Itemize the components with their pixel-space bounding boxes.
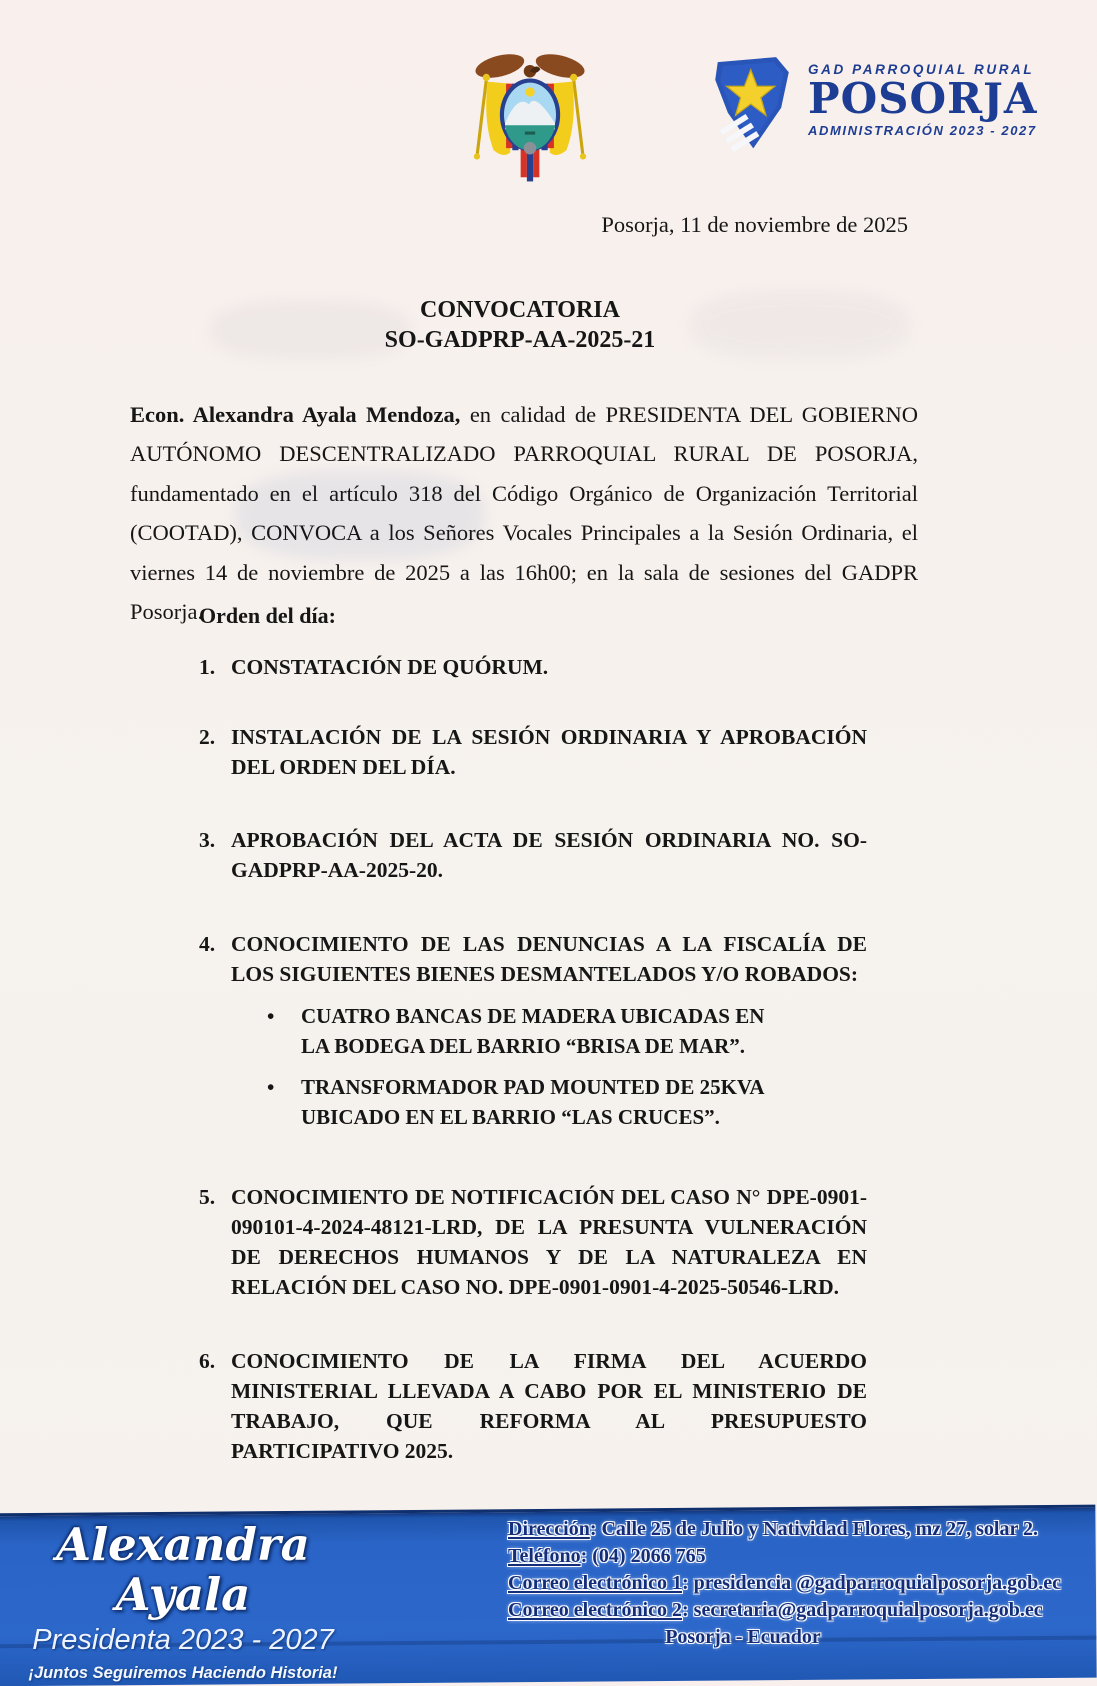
contact-label: Correo electrónico 1 (508, 1572, 682, 1594)
agenda-item-text: INSTALACIÓN DE LA SESIÓN ORDINARIA Y APROBACIÓN DEL ORDEN DEL DÍA. (231, 725, 867, 779)
contact-location: Posorja - Ecuador (665, 1626, 821, 1648)
agenda-heading: Orden del día: (199, 603, 336, 628)
letter-title: CONVOCATORIA (420, 297, 620, 323)
agenda-item-number: 4. (199, 932, 216, 956)
contact-line-correo-1 (508, 1570, 1068, 1597)
contact-block (508, 1516, 1068, 1651)
agenda-item-number: 1. (199, 655, 216, 679)
signature-block (18, 1520, 348, 1683)
contact-line-correo-2 (508, 1597, 1068, 1624)
agenda-item-text: CONOCIMIENTO DE LAS DENUNCIAS A LA FISCALÍA DE LOS SIGUIENTES BIENES DESMANTELADOS Y/O ROBADOS: (231, 932, 867, 986)
contact-value: : presidencia @gadparroquialposorja.gob.ec (682, 1572, 1061, 1594)
agenda-item-4 (199, 929, 867, 989)
agenda-item-text: APROBACIÓN DEL ACTA DE SESIÓN ORDINARIA NO. SO-GADPRP-AA-2025-20. (231, 828, 867, 882)
logo-admin-line: ADMINISTRACIÓN 2023 - 2027 (808, 123, 1037, 138)
agenda-item-2 (199, 722, 867, 782)
bullet-item (267, 1072, 767, 1132)
posorja-logo-text (808, 52, 1037, 138)
agenda-item-number: 5. (199, 1185, 216, 1209)
letter-body (130, 395, 918, 632)
agenda-item-number: 6. (199, 1349, 216, 1373)
agenda-item-text: CONOCIMIENTO DE NOTIFICACIÓN DEL CASO N° DPE-0901-090101-4-2024-48121-LRD, DE LA PRESUNTA VULNERACIÓN DE DERECHOS HUMANOS Y DE LA NATURALEZA EN RELACIÓN DEL CASO NO. DPE-0901-0901-4-2025-50546-LRD. (231, 1185, 867, 1299)
bullet-item (267, 1001, 767, 1061)
contact-label: Teléfono (508, 1545, 581, 1567)
bullet-text: TRANSFORMADOR PAD MOUNTED DE 25KVA UBICADO EN EL BARRIO “LAS CRUCES”. (301, 1075, 764, 1129)
agenda-item-5 (199, 1182, 867, 1302)
agenda-item-text: CONOCIMIENTO DE LA FIRMA DEL ACUERDO MINISTERIAL LLEVADA A CABO POR EL MINISTERIO DE TRABAJO, QUE REFORMA AL PRESUPUESTO PARTICIPATIVO 2025. (231, 1349, 867, 1463)
letter-body-lead: Econ. Alexandra Ayala Mendoza, (130, 401, 461, 427)
agenda-item-text: CONSTATACIÓN DE QUÓRUM. (231, 655, 549, 679)
contact-line-direccion (508, 1516, 1068, 1543)
contact-label: Dirección (508, 1518, 590, 1540)
bullet-text: CUATRO BANCAS DE MADERA UBICADAS EN LA BODEGA DEL BARRIO “BRISA DE MAR”. (301, 1004, 765, 1058)
agenda-item-6 (199, 1346, 867, 1466)
agenda-item-4-bullets (267, 1001, 867, 1132)
letter-body-rest: en calidad de PRESIDENTA DEL GOBIERNO AUTÓNOMO DESCENTRALIZADO PARROQUIAL RURAL DE POSORJA, fundamentado en el artículo 318 del Código Orgánico de Organización Territorial (COOTAD), CONVOCA a los Señores Vocales Principales a la Sesión Ordinaria, el viernes 14 de noviembre de 2025 a las 16h00; en la sala de sesiones del GADPR Posorja. (130, 401, 919, 624)
ecuador-coat-of-arms-graphic (452, 40, 608, 196)
posorja-shield-icon (706, 52, 798, 156)
agenda-item-1 (199, 652, 867, 682)
contact-value: : (04) 2066 765 (580, 1545, 706, 1567)
contact-line-telefono (508, 1543, 1068, 1570)
date-line: Posorja, 11 de noviembre de 2025 (601, 212, 908, 237)
logo-name: POSORJA (808, 74, 1038, 123)
agenda-list (199, 652, 867, 1466)
signature-role: Presidenta 2023 - 2027 (32, 1624, 334, 1656)
posorja-logo (706, 52, 1037, 156)
agenda-item-number: 2. (199, 725, 216, 749)
bullet-marker: • (267, 1004, 275, 1028)
letter-title-block (0, 295, 1040, 355)
ecuador-coat-of-arms (452, 40, 608, 196)
agenda-item-number: 3. (199, 828, 216, 852)
contact-value: : Calle 25 de Julio y Natividad Flores, mz 27, solar 2. (589, 1518, 1038, 1540)
signature-slogan: ¡Juntos Seguiremos Haciendo Historia! (28, 1664, 338, 1682)
contact-label: Correo electrónico 2 (508, 1599, 682, 1621)
bullet-marker: • (267, 1075, 275, 1099)
signature-name: Alexandra Ayala (56, 1518, 310, 1621)
contact-value: : secretaria@gadparroquialposorja.gob.ec (682, 1599, 1043, 1621)
logo-org-line: GAD PARROQUIAL RURAL (808, 62, 1035, 77)
agenda-item-3 (199, 825, 867, 885)
footer-band (0, 1502, 1080, 1682)
letter-subtitle: SO-GADPRP-AA-2025-21 (384, 327, 656, 353)
